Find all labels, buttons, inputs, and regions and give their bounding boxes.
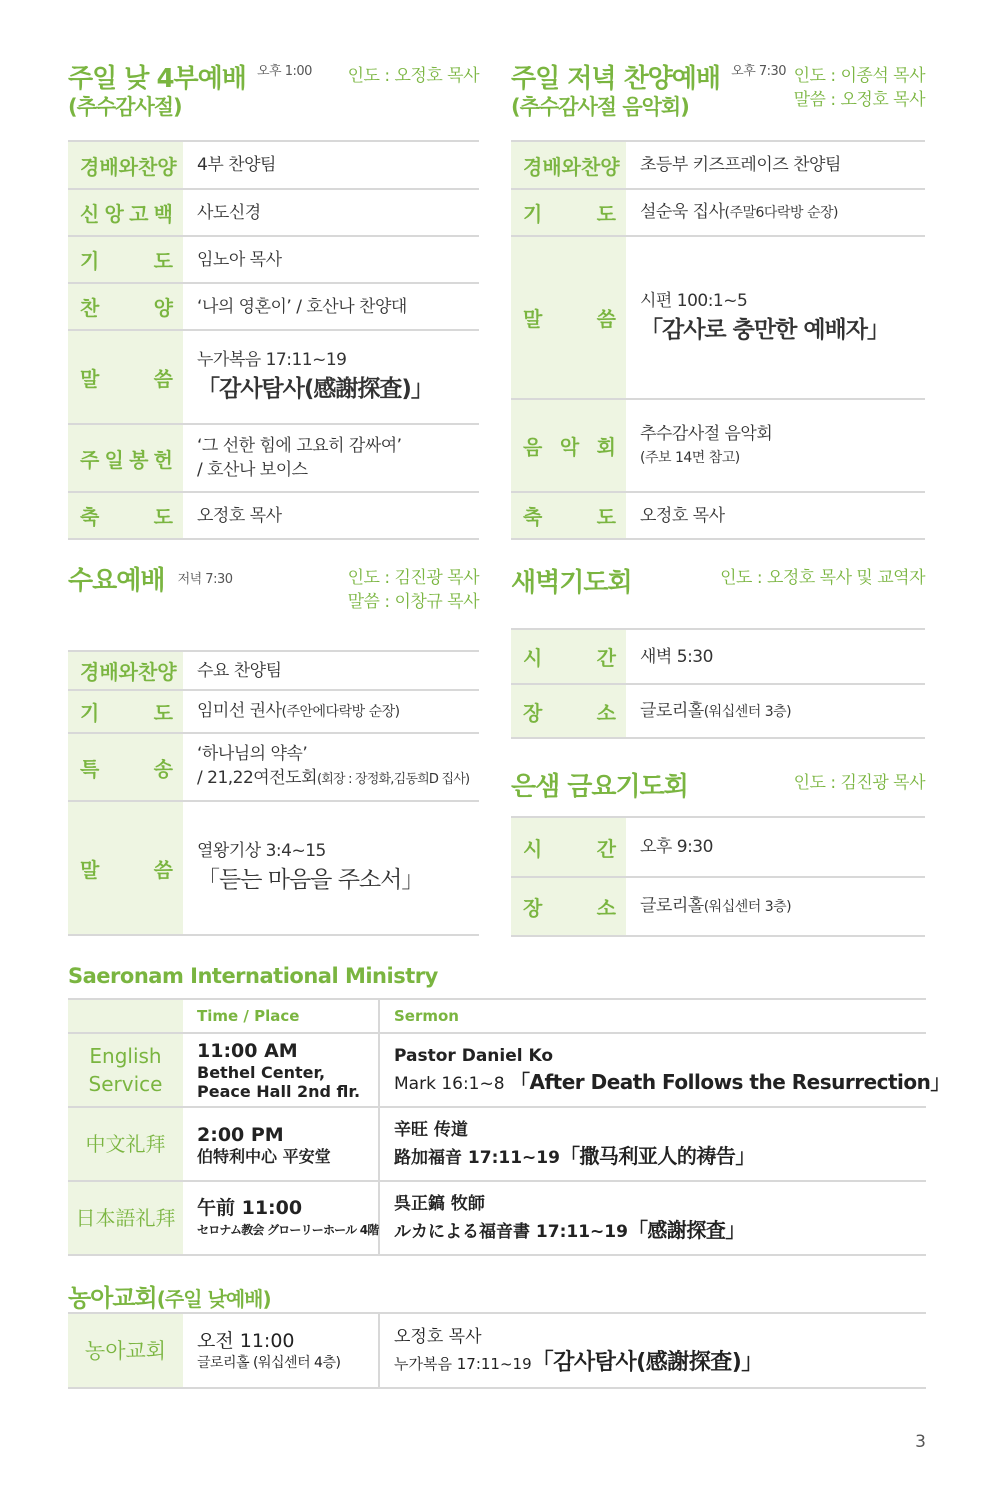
row-value: 초등부 키즈프레이즈 찬양팀 [626, 142, 925, 189]
deaf-header [68, 1278, 271, 1313]
dawn-program [511, 630, 925, 739]
spread-label: 말 씀 [80, 857, 173, 882]
special-song-cell [183, 733, 479, 801]
sermon-cell [183, 801, 479, 935]
deaf-label: 농아교회 [68, 1314, 183, 1388]
sermon-title: 「撒马利亚人的祷告」 [559, 1144, 755, 1168]
row-label [511, 818, 626, 877]
row-value: 4부 찬양팀 [183, 142, 479, 189]
preacher: 辛旺 传道 [394, 1120, 468, 1140]
prayer-leader: 임미선 권사 [197, 701, 282, 721]
offering-song: ‘그 선한 힘에 고요히 감싸여’ [197, 436, 402, 456]
service-place-2: Peace Hall 2nd flr. [197, 1082, 361, 1101]
prayer-cell [183, 690, 479, 733]
row-value: 새벽 5:30 [626, 630, 925, 684]
sermon-cell [379, 1107, 926, 1181]
prayer-leader: 설순욱 집사 [640, 202, 725, 222]
spread-label: 신 앙 고 백 [80, 202, 173, 226]
col-time-place: Time / Place [183, 1000, 379, 1033]
wednesday-title: 수요예배 [68, 566, 165, 596]
spread-label: 기 도 [80, 249, 173, 273]
spread-label: 기 도 [80, 701, 173, 725]
concert-cell [626, 399, 925, 492]
deaf-title-note: (주일 낮예배) [156, 1287, 271, 1311]
wednesday-preacher: 말씀 : 이창규 목사 [347, 592, 479, 612]
place-cell [626, 684, 925, 738]
spread-label: 주 일 봉 헌 [80, 447, 173, 472]
sermon-cell [183, 330, 479, 424]
service-label [68, 1107, 183, 1181]
special-song-performer [197, 766, 469, 792]
preacher: Pastor Daniel Ko [394, 1046, 554, 1066]
service-time: 2:00 PM [197, 1123, 284, 1146]
spread-label: 말 씀 [523, 307, 616, 331]
row-label [511, 630, 626, 684]
sunday-4th-title: 주일 낮 4부예배 [68, 64, 246, 94]
sunday-4th-program [68, 142, 479, 540]
place-name: 글로리홀 [640, 896, 704, 916]
sermon-title: 「After Death Follows the Resurrection」 [509, 1070, 950, 1094]
sunday-4th-subtitle: (추수감사절) [68, 95, 182, 119]
prayer-leader-note: (주안에다락방 순장) [281, 704, 400, 720]
concert-note: (주보 14면 참고) [640, 449, 740, 466]
header-blank [68, 1000, 183, 1033]
sermon-title: 「듣는 마음을 주소서」 [197, 867, 424, 893]
service-label-line1: 日本語礼拜 [75, 1206, 176, 1230]
service-label-line1: 中文礼拜 [85, 1132, 166, 1156]
preacher: 呉正鎬 牧師 [394, 1194, 485, 1214]
service-label-line1: English [89, 1044, 162, 1068]
scripture-ref: ルカによる福音書 17:11~19 [394, 1222, 628, 1242]
offering-performer: / 호산나 보이스 [197, 460, 308, 480]
international-table [68, 1000, 950, 1256]
deaf-title: 농아교회 [68, 1284, 157, 1312]
time-place-cell [183, 1314, 379, 1388]
sunday-4th-time: 오후 1:00 [256, 64, 312, 79]
international-title: Saeronam International Ministry [68, 964, 438, 988]
spread-label: 시 간 [523, 836, 616, 861]
offering-cell [183, 424, 479, 492]
wednesday-time: 저녁 7:30 [177, 572, 233, 587]
row-label [511, 877, 626, 936]
performer-note: (회장 : 장정화,김동희D 집사) [317, 772, 470, 787]
row-label: 경배와찬양 [511, 142, 626, 189]
friday-leader: 인도 : 김진광 목사 [793, 773, 925, 793]
dawn-title: 새벽기도회 [511, 568, 632, 598]
service-place-1: セロナム教会 グローリーホール 4階 [197, 1223, 379, 1237]
row-label [68, 801, 183, 935]
wednesday-program [68, 652, 479, 936]
dawn-leader: 인도 : 오정호 목사 및 교역자 [720, 568, 925, 588]
time-place-cell [183, 1033, 379, 1107]
scripture-ref: 누가복음 17:11~19 [197, 350, 347, 370]
sermon-cell [379, 1181, 926, 1255]
row-label [511, 236, 626, 399]
row-label [68, 733, 183, 801]
spread-label: 장 소 [523, 700, 616, 725]
prayer-cell [626, 189, 925, 236]
wednesday-leader: 인도 : 김진광 목사 [347, 568, 479, 588]
service-time: 11:00 AM [197, 1040, 298, 1062]
service-label [68, 1181, 183, 1255]
row-label [511, 684, 626, 738]
row-value: 오정호 목사 [626, 492, 925, 539]
spread-label: 음 악 회 [523, 435, 616, 459]
row-label [68, 330, 183, 424]
row-value: 수요 찬양팀 [183, 652, 479, 690]
row-label [68, 424, 183, 492]
spread-label: 말 씀 [80, 366, 173, 391]
friday-program [511, 818, 925, 937]
row-value: ‘나의 영혼이’ / 호산나 찬양대 [183, 283, 479, 330]
row-label [68, 189, 183, 236]
sermon-cell [379, 1033, 950, 1107]
concert-title: 추수감사절 음악회 [640, 423, 773, 444]
scripture-ref: 누가복음 17:11~19 [394, 1355, 532, 1373]
sunday-evening-preacher: 말씀 : 오정호 목사 [793, 90, 925, 110]
spread-label: 특 송 [80, 756, 173, 781]
row-value: 오정호 목사 [183, 492, 479, 539]
row-label: 경배와찬양 [68, 652, 183, 690]
row-label [511, 492, 626, 539]
deaf-place: 글로리홀 (워십센터 4층) [197, 1354, 341, 1371]
sermon-title: 「감사로 충만한 예배자」 [640, 316, 889, 343]
place-name: 글로리홀 [640, 700, 704, 721]
wednesday-header [68, 566, 233, 596]
spread-label: 기 도 [523, 202, 616, 226]
spread-label: 축 도 [523, 505, 616, 529]
service-place-1: Bethel Center, [197, 1063, 326, 1082]
row-label [68, 283, 183, 330]
row-label [511, 189, 626, 236]
prayer-leader-note: (주말6다락방 순장) [724, 205, 838, 221]
page-number: 3 [915, 1432, 926, 1452]
sermon-title: 「감사탐사(感謝探査)」 [197, 376, 433, 402]
sunday-evening-subtitle: (추수감사절 음악회) [511, 95, 689, 119]
service-place-1: 伯特利中心 平安堂 [197, 1146, 331, 1166]
sermon-cell [379, 1314, 926, 1388]
deaf-table [68, 1314, 926, 1389]
place-note: (워십센터 3층) [703, 703, 792, 720]
sunday-evening-header [511, 64, 786, 120]
row-label [68, 236, 183, 283]
col-sermon: Sermon [379, 1000, 926, 1033]
place-cell [626, 877, 925, 936]
service-time: 午前 11:00 [197, 1197, 303, 1219]
time-place-cell [183, 1107, 379, 1181]
scripture-ref: 시편 100:1~5 [640, 290, 748, 311]
scripture-ref: 路加福音 17:11~19 [394, 1148, 560, 1168]
special-song: ‘하나님의 약속’ [197, 744, 308, 764]
row-label: 경배와찬양 [68, 142, 183, 189]
service-label [68, 1033, 183, 1107]
sunday-4th-leader: 인도 : 오정호 목사 [347, 66, 479, 86]
friday-title: 은샘 금요기도회 [511, 772, 688, 802]
spread-label: 시 간 [523, 646, 616, 670]
sunday-4th-header [68, 64, 312, 120]
spread-label: 찬 양 [80, 296, 173, 320]
sunday-evening-time: 오후 7:30 [731, 64, 787, 79]
time-place-cell [183, 1181, 379, 1255]
row-label [68, 492, 183, 539]
row-label [511, 399, 626, 492]
spread-label: 장 소 [523, 896, 616, 920]
sermon-title: 「感謝探査」 [627, 1218, 745, 1242]
performer-name: / 21,22여전도회 [197, 768, 317, 788]
sunday-evening-title: 주일 저녁 찬양예배 [511, 64, 721, 94]
deaf-time: 오전 11:00 [197, 1329, 295, 1352]
sermon-title: 「감사탐사(感謝探査)」 [531, 1350, 763, 1375]
sunday-evening-leader: 인도 : 이종석 목사 [793, 66, 925, 86]
place-note: (워십센터 3층) [703, 899, 792, 915]
service-label-line2: Service [88, 1072, 163, 1096]
row-value: 오후 9:30 [626, 818, 925, 877]
wednesday-leaders [300, 566, 479, 614]
preacher: 오정호 목사 [394, 1327, 482, 1347]
sermon-cell [626, 236, 925, 399]
scripture-ref: Mark 16:1~8 [394, 1074, 505, 1094]
spread-label: 축 도 [80, 505, 173, 529]
sunday-evening-leaders [770, 64, 925, 112]
row-value: 사도신경 [183, 189, 479, 236]
sunday-evening-program [511, 142, 925, 540]
row-value: 임노아 목사 [183, 236, 479, 283]
scripture-ref: 열왕기상 3:4~15 [197, 841, 326, 861]
row-label [68, 690, 183, 733]
